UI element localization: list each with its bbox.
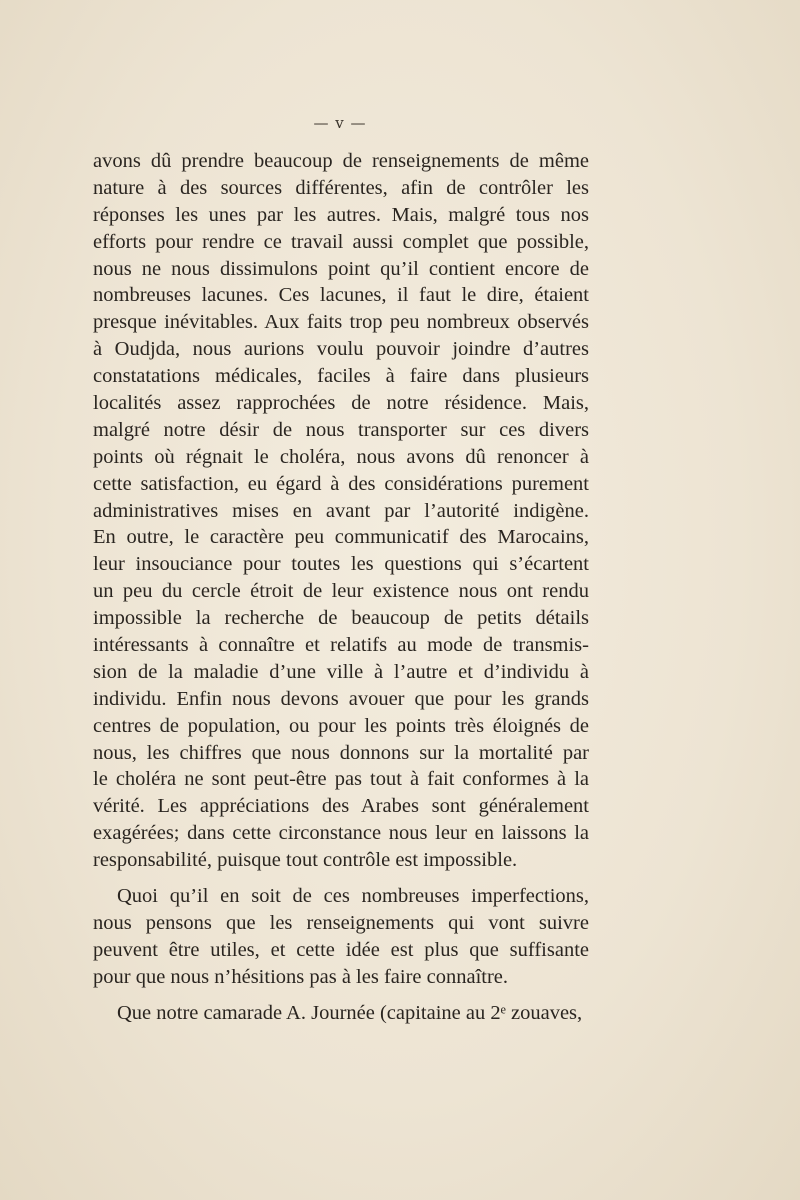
text-line: avons dû prendre beaucoup de renseignements de même [93,150,589,172]
paragraph [93,1000,589,1027]
text-line: nombreuses lacunes. Ces lacunes, il faut le dire, étaient [93,284,589,307]
text-line: centres de population, ou pour les points très éloignés de [93,714,589,737]
text-line: malgré notre désir de nous transporter sur ces divers [93,418,589,441]
text-line: nous pensons que les renseignements qui vont suivre [93,911,589,934]
body-text [93,148,589,1027]
text-line: pour que nous n’hésitions pas à les faire connaître. [93,965,509,988]
text-line: à Oudjda, nous aurions voulu pouvoir joindre d’autres [93,338,589,361]
paragraph-container [93,148,589,1027]
text-line: le choléra ne sont peut-être pas tout à fait conformes à la [93,768,589,791]
text-line: efforts pour rendre ce travail aussi complet que possible, [93,230,589,253]
text-line: nous ne nous dissimulons point qu’il contient encore de [93,257,589,280]
text-line: vérité. Les appréciations des Arabes sont généralement [93,795,589,818]
paragraph [93,883,589,991]
text-line: presque inévitables. Aux faits trop peu nombreux observés [93,311,589,334]
text-line: constatations médicales, faciles à faire dans plusieurs [93,365,589,388]
paragraph-gap [93,991,589,1000]
text-line: cette satisfaction, eu égard à des considérations purement [93,472,589,495]
paragraph [93,148,589,874]
text-line: Quoi qu’il en soit de ces nombreuses imperfections, [117,885,589,908]
text-line: sion de la maladie d’une ville à l’autre et d’individu à [93,660,589,683]
text-line: En outre, le caractère peu communicatif des Marocains, [93,526,589,549]
text-line: exagérées; dans cette circonstance nous leur en laissons la [93,822,589,845]
text-line: peuvent être utiles, et cette idée est plus que suffisante [93,938,589,961]
text-line: administratives mises en avant par l’autorité indigène. [93,499,589,522]
text-line: nature à des sources différentes, afin de contrôler les [93,176,589,199]
text-line: Que notre camarade A. Journée (capitaine au 2ᵉ zouaves, [117,1001,583,1024]
text-line: un peu du cercle étroit de leur existence nous ont rendu [93,580,589,603]
text-line: réponses les unes par les autres. Mais, malgré tous nos [93,203,589,226]
text-line: responsabilité, puisque tout contrôle est impossible. [93,849,518,872]
text-line: intéressants à connaître et relatifs au mode de transmis- [93,634,589,657]
page-number: — v — [313,114,367,132]
text-line: points où régnait le choléra, nous avons dû renoncer à [93,445,589,468]
text-line: impossible la recherche de beaucoup de petits détails [93,607,589,630]
text-line: leur insouciance pour toutes les questions qui s’écartent [93,553,589,576]
text-line: nous, les chiffres que nous donnons sur la mortalité par [93,741,589,764]
text-line: individu. Enfin nous devons avouer que pour les grands [93,687,589,710]
text-line: localités assez rapprochées de notre résidence. Mais, [93,392,589,415]
paragraph-gap [93,874,589,883]
